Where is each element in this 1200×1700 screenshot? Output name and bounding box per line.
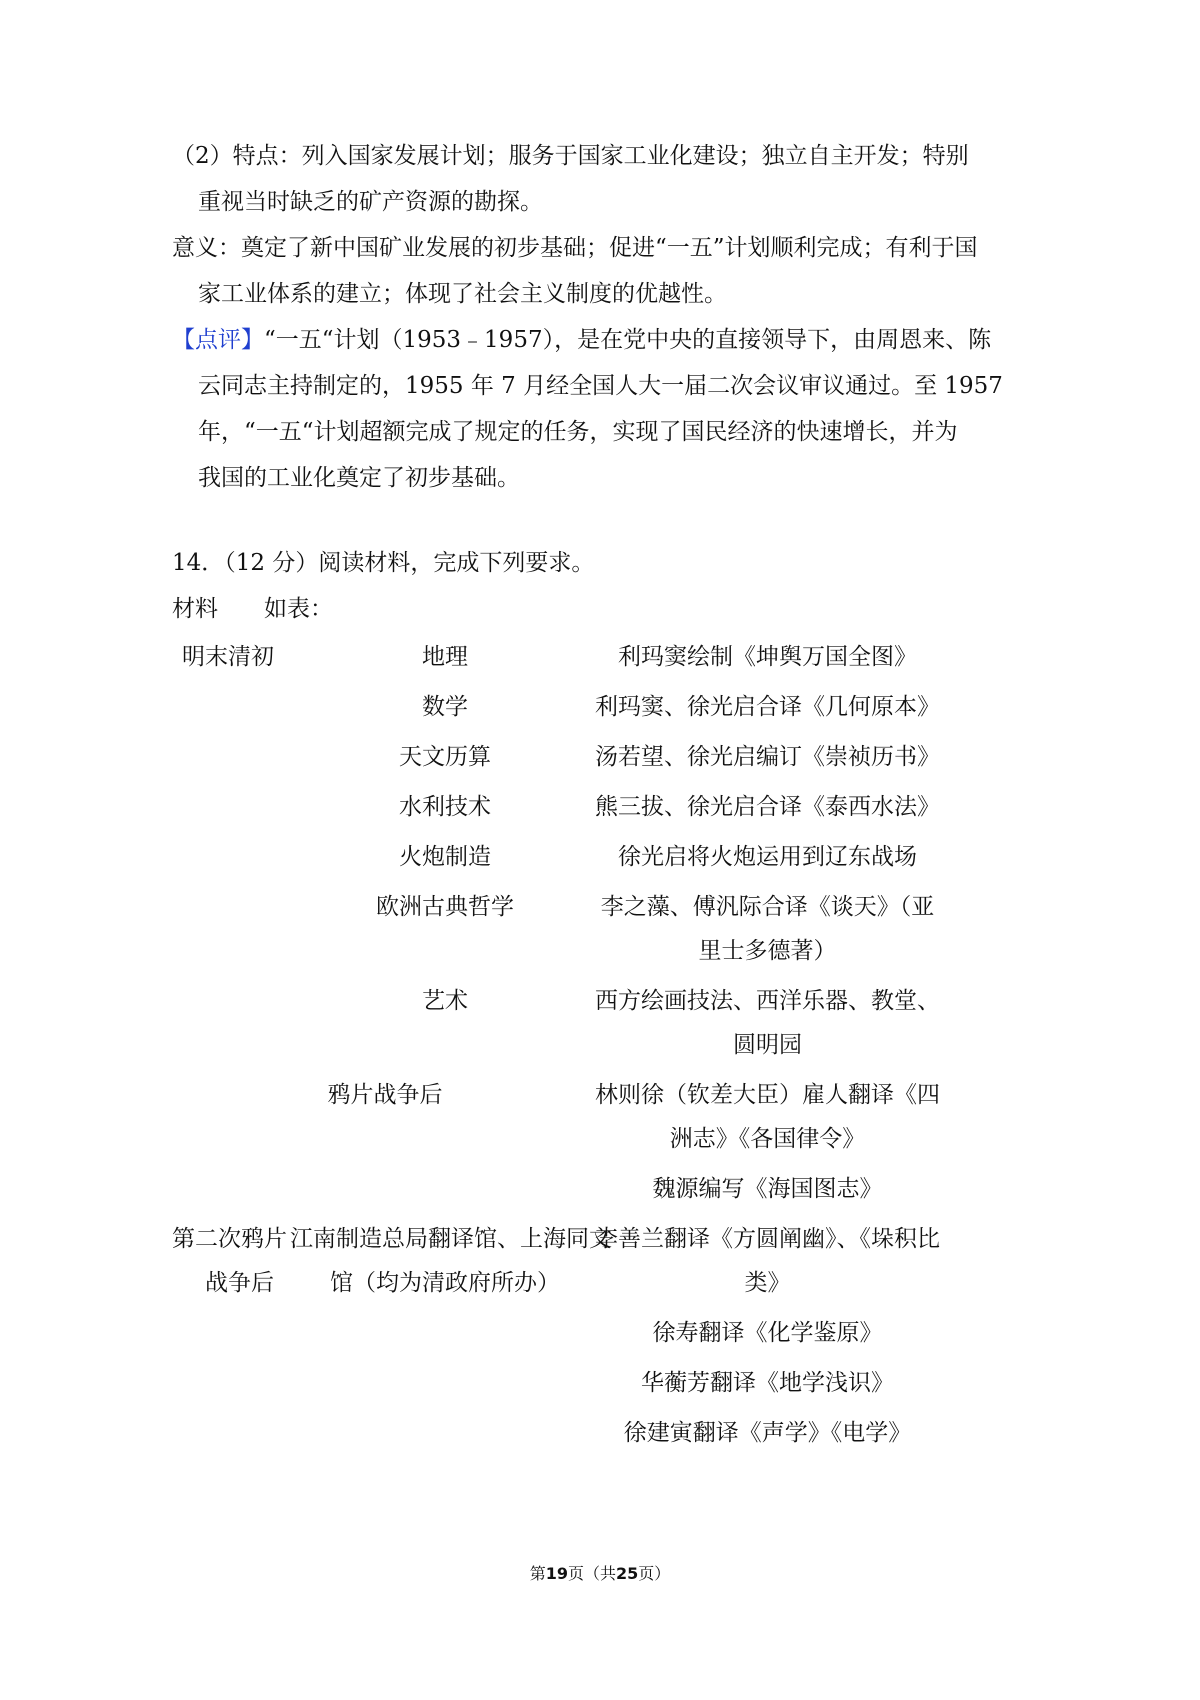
- content-li-2: 类》: [744, 1270, 791, 1296]
- content-art-1: 西方绘画技法、西洋乐器、教堂、: [595, 988, 940, 1014]
- comment-line-1: [172, 324, 991, 356]
- content-xu-jianyin: 徐建寅翻译《声学》《电学》: [623, 1420, 912, 1446]
- content-hua: 华蘅芳翻译《地学浅识》: [641, 1370, 894, 1396]
- field-math: 数学: [422, 694, 468, 720]
- comment-tag: 【点评】: [172, 327, 264, 353]
- content-xu-shou: 徐寿翻译《化学鉴原》: [652, 1320, 883, 1346]
- comment-line-4: 我国的工业化奠定了初步基础。: [198, 465, 520, 491]
- footer-mid: 页（共: [567, 1564, 616, 1583]
- field-geography: 地理: [422, 644, 468, 670]
- field-artillery: 火炮制造: [399, 844, 491, 870]
- period-second-opium-war-2: 战争后: [205, 1270, 274, 1296]
- field-art: 艺术: [422, 988, 468, 1014]
- field-water: 水利技术: [399, 794, 491, 820]
- content-philosophy-1: 李之藻、傅汎际合译《谈天》（亚: [600, 894, 935, 920]
- content-philosophy-2: 里士多德著）: [698, 938, 837, 964]
- comment-text-1: “一五“计划（1953﹣1957），是在党中央的直接领导下，由周恩来、陈: [264, 327, 992, 353]
- content-artillery: 徐光启将火炮运用到辽东战场: [618, 844, 917, 870]
- agency-line-2: 馆（均为清政府所办）: [330, 1270, 560, 1296]
- page-footer: [0, 1558, 1200, 1590]
- field-philosophy: 欧洲古典哲学: [376, 894, 514, 920]
- feature-line-2: 重视当时缺乏的矿产资源的勘探。: [198, 189, 543, 215]
- meaning-line-2: 家工业体系的建立；体现了社会主义制度的优越性。: [198, 281, 727, 307]
- footer-total-pages: 25: [616, 1564, 639, 1583]
- content-art-2: 圆明园: [733, 1032, 802, 1058]
- field-astronomy: 天文历算: [399, 744, 491, 770]
- footer-page-number: 19: [545, 1564, 568, 1583]
- comment-line-2: 云同志主持制定的，1955 年 7 月经全国人大一届二次会议审议通过。至 1957: [198, 373, 1003, 399]
- comment-line-3: 年，“一五“计划超额完成了规定的任务，实现了国民经济的快速增长，并为: [198, 419, 958, 445]
- content-li-1: 李善兰翻译《方圆阐幽》、《垛积比: [595, 1226, 940, 1252]
- period-opium-war: 鸦片战争后: [327, 1082, 443, 1108]
- question-title: 14．（12 分）阅读材料，完成下列要求。: [172, 550, 595, 576]
- material-label: 材料 如表：: [172, 596, 333, 622]
- footer-post: 页）: [638, 1564, 671, 1583]
- feature-line-1: （2）特点：列入国家发展计划；服务于国家工业化建设；独立自主开发；特别: [172, 143, 969, 169]
- footer-pre: 第: [529, 1564, 546, 1583]
- content-astronomy: 汤若望、徐光启编订《崇祯历书》: [595, 744, 940, 770]
- period-ming-qing: 明末清初: [182, 644, 274, 670]
- agency-line-1: 江南制造总局翻译馆、上海同文: [290, 1226, 612, 1252]
- period-second-opium-war-1: 第二次鸦片: [172, 1226, 287, 1252]
- content-geography: 利玛窦绘制《坤舆万国全图》: [618, 644, 917, 670]
- content-water: 熊三拔、徐光启合译《泰西水法》: [595, 794, 940, 820]
- meaning-line-1: 意义：奠定了新中国矿业发展的初步基础；促进“一五”计划顺利完成；有利于国: [172, 235, 978, 261]
- content-lin-2: 洲志》《各国律令》: [669, 1126, 866, 1152]
- content-lin-1: 林则徐（钦差大臣）雇人翻译《四: [595, 1082, 940, 1108]
- content-math: 利玛窦、徐光启合译《几何原本》: [595, 694, 940, 720]
- content-wei: 魏源编写《海国图志》: [652, 1176, 883, 1202]
